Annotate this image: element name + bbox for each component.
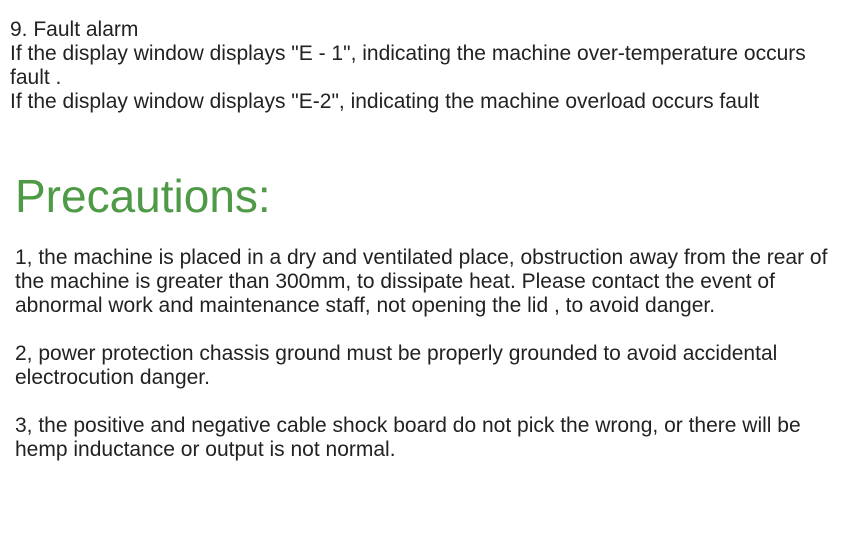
precaution-item-2: 2, power protection chassis ground must be properly grounded to avoid accidental electrocution danger.: [15, 342, 778, 389]
fault-alarm-line-e2: If the display window displays "E-2", indicating the machine overload occurs fault: [10, 90, 760, 113]
precaution-item-1: 1, the machine is placed in a dry and ventilated place, obstruction away from the rear of the machine is greater than 300mm, to dissipate heat. Please contact the event of abnormal work and maintenance staff, not opening the lid , to avoid danger.: [15, 246, 828, 317]
fault-alarm-section: [10, 18, 846, 114]
precautions-heading: Precautions:: [15, 170, 271, 222]
precaution-item-3: 3, the positive and negative cable shock board do not pick the wrong, or there will be hemp inductance or output is not normal.: [15, 414, 801, 461]
precautions-list: [15, 246, 845, 462]
fault-alarm-line-e1: If the display window displays "E - 1", indicating the machine over-temperature occurs fault .: [10, 42, 806, 89]
fault-alarm-title: 9. Fault alarm: [10, 18, 139, 41]
